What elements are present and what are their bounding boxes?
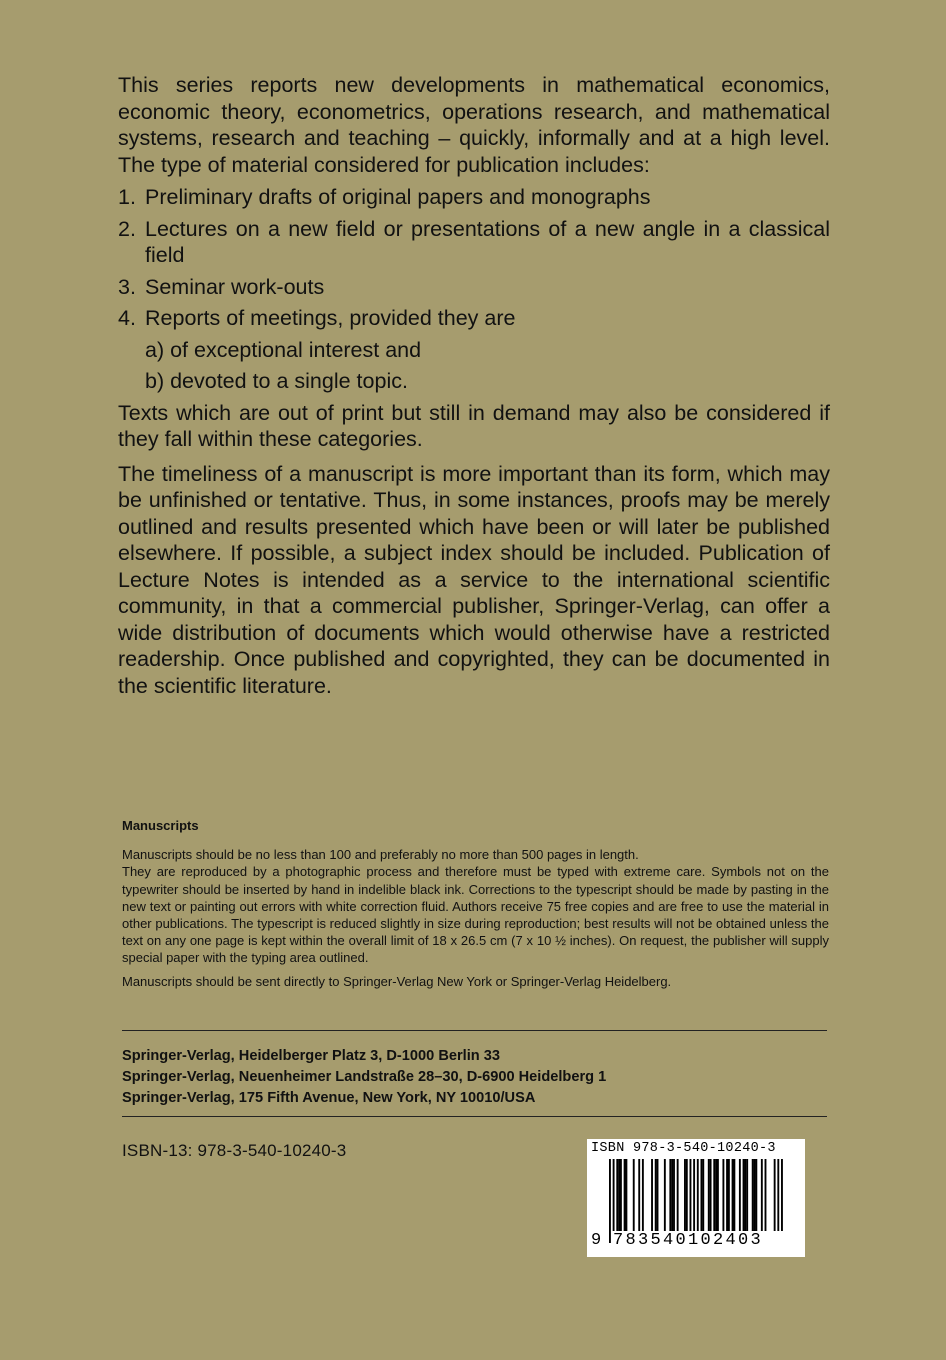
timeliness-paragraph: The timeliness of a manuscript is more important than its form, which may be unfinished or tentative. Thus, in some instances, proofs may be merely outlined and results presented which have been or will later be published elsewhere. If possible, a subject index should be included. Publication of Lecture Notes is intended as a service to the international scientific community, in that a commercial publisher, Springer-Verlag, can offer a wide distribution of documents which would otherwise have a restricted readership. Once published and copyrighted, they can be documented in the scientific literature. <box>118 461 830 698</box>
barcode-bar <box>701 1159 703 1231</box>
manuscripts-send: Manuscripts should be sent directly to Springer-Verlag New York or Springer-Verlag Heidelberg. <box>122 973 672 989</box>
list-item: 3. Seminar work-outs <box>118 274 325 299</box>
series-description <box>118 72 830 699</box>
barcode-bar <box>765 1159 767 1231</box>
publisher-addresses <box>122 1046 606 1109</box>
barcode-bar <box>710 1159 712 1231</box>
barcode-bar <box>761 1159 763 1231</box>
manuscripts-body: They are reproduced by a photographic process and therefore must be typed with extreme care. Symbols not on the typewriter should be inserted by hand in indelible black ink. Corrections to the typescript should be made by pasting in the new text or painting out errors with white correction fluid. Authors receive 75 free copies and are free to use the material in other publications. The typescript is reduced slightly in size during reproduction; best results will not be obtained unless the text on any one page is kept within the overall limit of 18 x 26.5 cm (7 x 10 ½ inches). On request, the publisher will supply special paper with the typing area outlined. <box>122 864 829 966</box>
barcode-bar <box>755 1159 757 1231</box>
list-item: 4. Reports of meetings, provided they are <box>118 306 516 330</box>
barcode-bar <box>728 1159 730 1231</box>
barcode-bar <box>726 1159 728 1231</box>
sub-list-item: b) devoted to a single topic. <box>145 369 408 393</box>
divider <box>122 1030 827 1031</box>
barcode-bar <box>708 1159 710 1231</box>
barcode-digits: 783540102403 <box>611 1231 785 1250</box>
barcode-bar <box>657 1159 659 1231</box>
barcode-bar <box>746 1159 748 1231</box>
barcode-bar <box>651 1159 653 1231</box>
barcode-bar <box>752 1159 754 1231</box>
material-list <box>118 184 830 395</box>
manuscripts-section <box>122 817 829 990</box>
barcode-bar <box>655 1159 657 1231</box>
barcode-bar <box>673 1159 675 1231</box>
barcode-bar <box>732 1159 734 1231</box>
barcode-bar <box>743 1159 745 1231</box>
barcode-bar <box>638 1159 640 1231</box>
manuscripts-heading: Manuscripts <box>122 818 199 833</box>
divider <box>122 1116 827 1117</box>
barcode-bar <box>754 1159 756 1231</box>
barcode-bar <box>642 1159 644 1231</box>
barcode-bar <box>633 1159 635 1231</box>
barcode-bar <box>618 1159 620 1231</box>
barcode-bar <box>702 1159 704 1231</box>
barcode-bar <box>620 1159 622 1231</box>
address-line: Springer-Verlag, 175 Fifth Avenue, New York, NY 10010/USA <box>122 1090 536 1106</box>
barcode-bar <box>686 1159 688 1231</box>
barcode-bar <box>713 1159 715 1231</box>
barcode-bar <box>677 1159 679 1231</box>
barcode-bar <box>715 1159 717 1231</box>
barcode-bar <box>744 1159 746 1231</box>
barcode-bar <box>664 1159 666 1231</box>
barcode-bar <box>739 1159 741 1231</box>
barcode-bar <box>722 1159 724 1231</box>
sub-list-item: a) of exceptional interest and <box>145 337 422 362</box>
barcode-bar <box>625 1159 627 1231</box>
barcode-bar <box>669 1159 671 1231</box>
barcode-bar <box>690 1159 692 1231</box>
barcode-bar <box>733 1159 735 1231</box>
barcode-bar <box>774 1159 776 1231</box>
address-line: Springer-Verlag, Heidelberger Platz 3, D-1000 Berlin 33 <box>122 1048 500 1064</box>
barcode-lead-digit: 9 <box>591 1231 602 1250</box>
barcode-bar <box>671 1159 673 1231</box>
manuscripts-length: Manuscripts should be no less than 100 and preferably no more than 500 pages in length. <box>122 847 639 863</box>
barcode-bar <box>684 1159 686 1231</box>
barcode-isbn-text: ISBN 978-3-540-10240-3 <box>591 1141 776 1156</box>
barcode-bar <box>624 1159 626 1231</box>
isbn-barcode <box>587 1139 805 1257</box>
address-line: Springer-Verlag, Neuenheimer Landstraße 28–30, D-6900 Heidelberg 1 <box>122 1069 607 1085</box>
list-item: 2. Lectures on a new field or presentations of a new angle in a classical field <box>118 216 830 267</box>
barcode-bar <box>616 1159 618 1231</box>
barcode-bar <box>717 1159 719 1231</box>
list-item: 1. Preliminary drafts of original papers and monographs <box>118 185 651 209</box>
isbn-label: ISBN-13: 978-3-540-10240-3 <box>122 1141 347 1160</box>
out-of-print-paragraph: Texts which are out of print but still in demand may also be considered if they fall within these categories. <box>118 400 830 451</box>
intro-paragraph: This series reports new developments in mathematical economics, economic theory, econometrics, operations research, and mathematical systems, research and teaching – quickly, informally and at a high level. The type of material considered for publication includes: <box>118 73 830 177</box>
